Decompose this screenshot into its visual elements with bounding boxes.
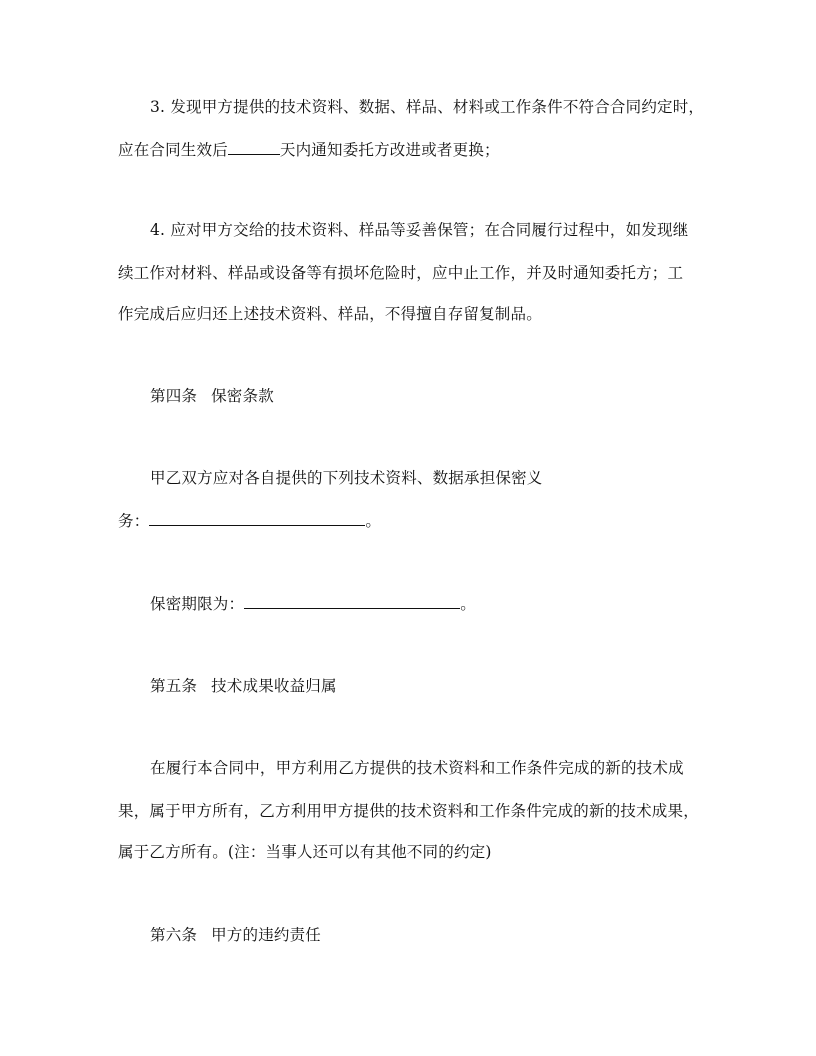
- clause-3-line-2: [118, 139, 500, 160]
- days-blank: [228, 139, 280, 155]
- confidentiality-prefix: 务：: [118, 512, 150, 530]
- clause-4-line-2: 续工作对材料、样品或设备等有损坏危险时，应中止工作，并及时通知委托方；工: [118, 264, 684, 282]
- article-6-heading: [150, 925, 321, 945]
- ownership-line-1: 在履行本合同中，甲方利用乙方提供的技术资料和工作条件完成的新的技术成: [150, 759, 684, 777]
- period-label: 保密期限为：: [150, 595, 245, 613]
- confidential-items-blank: [149, 510, 365, 526]
- ownership-line-3: 属于乙方所有。(注：当事人还可以有其他不同的约定): [118, 843, 492, 861]
- article-5-number: 第五条: [150, 677, 198, 695]
- period-end: 。: [460, 595, 476, 613]
- clause-3-text-b: 天内通知委托方改进或者更换；: [279, 141, 500, 159]
- article-6-number: 第六条: [150, 926, 198, 944]
- confidentiality-line-1: 甲乙双方应对各自提供的下列技术资料、数据承担保密义: [150, 469, 543, 487]
- confidentiality-end: 。: [365, 512, 382, 530]
- ownership-line-2: 果，属于甲方所有，乙方利用甲方提供的技术资料和工作条件完成的新的技术成果，: [118, 802, 699, 820]
- clause-3-text-a: 应在合同生效后: [118, 141, 228, 159]
- period-blank: [244, 593, 460, 609]
- article-5-title: 技术成果收益归属: [211, 677, 337, 695]
- article-4-heading: [150, 386, 274, 406]
- article-5-heading: [150, 676, 337, 696]
- confidentiality-period: [150, 593, 476, 614]
- confidentiality-line-2: [118, 510, 381, 531]
- clause-4-line-3: 作完成后应归还上述技术资料、样品，不得擅自存留复制品。: [118, 305, 542, 323]
- article-4-number: 第四条: [150, 387, 198, 405]
- clause-3-line-1: 3. 发现甲方提供的技术资料、数据、样品、材料或工作条件不符合合同约定时，: [150, 98, 705, 116]
- clause-4-line-1: 4. 应对甲方交给的技术资料、样品等妥善保管；在合同履行过程中，如发现继: [150, 221, 689, 239]
- article-4-title: 保密条款: [211, 387, 274, 405]
- article-6-title: 甲方的违约责任: [211, 926, 322, 944]
